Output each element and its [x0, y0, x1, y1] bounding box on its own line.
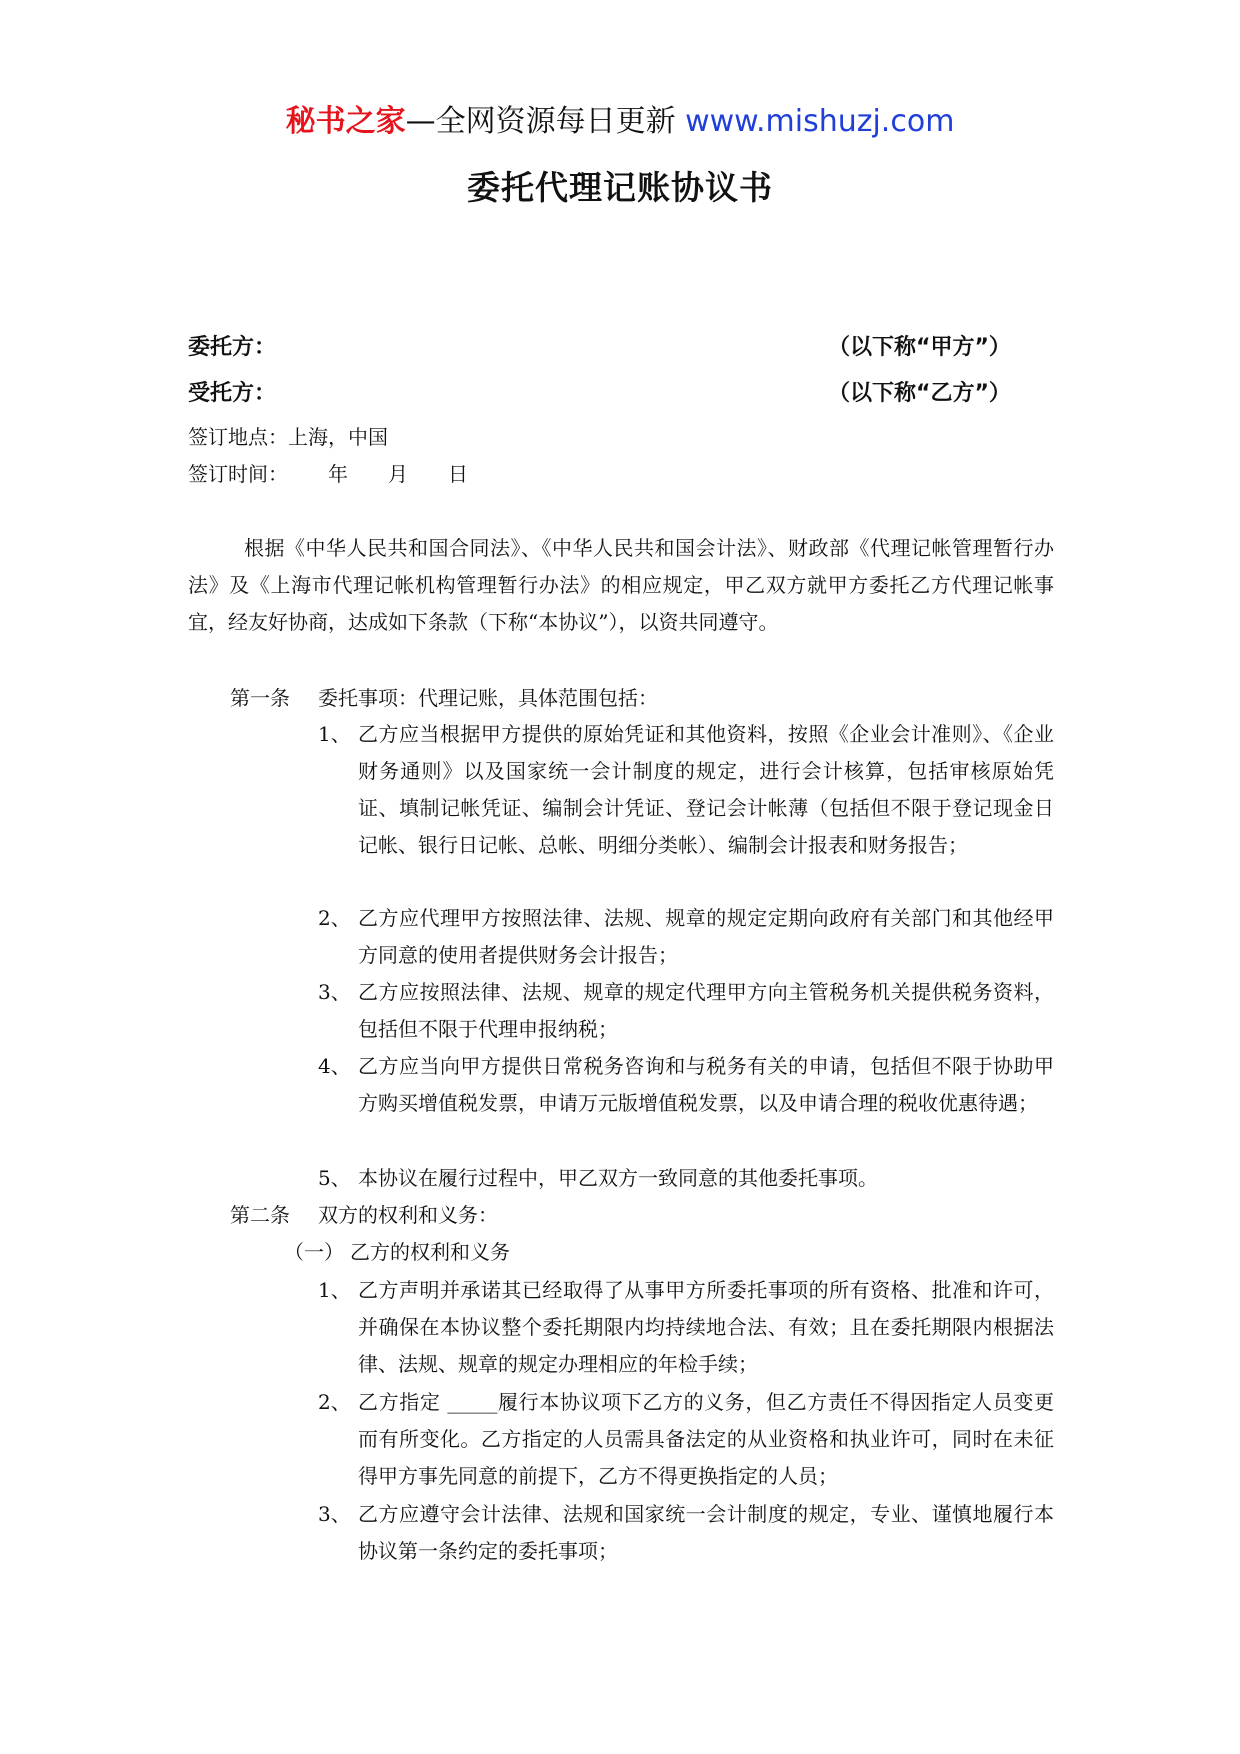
signing-day-label: 日: [448, 462, 468, 486]
article-1-item-2: [318, 900, 1054, 974]
clause-text: 乙方声明并承诺其已经取得了从事甲方所委托事项的所有资格、批准和许可，并确保在本协议整个委托期限内均持续地合法、有效；且在委托期限内根据法律、法规、规章的规定办理相应的年检手续；: [358, 1278, 1054, 1376]
clause-number: 3、: [318, 980, 351, 1004]
section-number: （一）: [284, 1240, 344, 1264]
article-2-item-3: [318, 1496, 1054, 1570]
article-1-heading: [230, 681, 658, 715]
signing-place-label: 签订地点：: [188, 425, 288, 449]
site-banner: [0, 102, 1240, 142]
article-1-item-5: [318, 1160, 1054, 1197]
agent-label: 受托方：: [188, 381, 277, 406]
clause-number: 3、: [318, 1502, 351, 1526]
document-title: 委托代理记账协议书: [467, 168, 773, 207]
site-brand: 秘书之家: [285, 104, 406, 139]
article-2-heading: [230, 1198, 498, 1232]
article-1-item-1: [318, 716, 1054, 864]
clause-number: 4、: [318, 1054, 351, 1078]
article-1-number: 第一条: [230, 686, 290, 710]
signing-year-label: 年: [328, 462, 348, 486]
article-1-item-4: [318, 1048, 1054, 1122]
clause-text: 乙方应遵守会计法律、法规和国家统一会计制度的规定，专业、谨慎地履行本协议第一条约定的委托事项；: [358, 1502, 1054, 1563]
site-url[interactable]: www.mishuzj.com: [675, 104, 955, 139]
signing-time-label: 签订时间：: [188, 462, 288, 486]
clause-text: 乙方应代理甲方按照法律、法规、规章的规定定期向政府有关部门和其他经甲方同意的使用者提供财务会计报告；: [358, 906, 1054, 967]
article-2-section-heading: [284, 1235, 510, 1269]
principal-label: 委托方：: [188, 335, 277, 360]
signing-place-value: 上海，中国: [288, 425, 388, 449]
clause-text: 乙方应当根据甲方提供的原始凭证和其他资料，按照《企业会计准则》、《企业财务通则》以及国家统一会计制度的规定，进行会计核算，包括审核原始凭证、填制记帐凭证、编制会计凭证、登记会计帐薄（包括但不限于登记现金日记帐、银行日记帐、总帐、明细分类帐）、编制会计报表和财务报告；: [358, 722, 1054, 857]
article-2-title: 双方的权利和义务：: [318, 1203, 498, 1227]
article-2-item-1: [318, 1272, 1054, 1383]
clause-text: 本协议在履行过程中，甲乙双方一致同意的其他委托事项。: [358, 1166, 878, 1190]
principal-party-line: [188, 330, 1038, 366]
signing-place-line: [188, 420, 388, 454]
clause-text: 乙方应当向甲方提供日常税务咨询和与税务有关的申请，包括但不限于协助甲方购买增值税发票，申请万元版增值税发票，以及申请合理的税收优惠待遇；: [358, 1054, 1054, 1115]
signing-month-label: 月: [388, 462, 408, 486]
article-1-title: 委托事项：代理记账，具体范围包括：: [318, 686, 658, 710]
agent-alias: （以下称“乙方”）: [828, 381, 1011, 406]
clause-text: 乙方应按照法律、法规、规章的规定代理甲方向主管税务机关提供税务资料，包括但不限于代理申报纳税；: [358, 980, 1054, 1041]
article-2-item-2: [318, 1384, 1054, 1495]
clause-number: 1、: [318, 1278, 351, 1302]
clause-number: 2、: [318, 1390, 351, 1414]
section-title: 乙方的权利和义务: [350, 1240, 510, 1264]
article-2-number: 第二条: [230, 1203, 290, 1227]
clause-number: 2、: [318, 906, 351, 930]
clause-text: 乙方指定 _____履行本协议项下乙方的义务，但乙方责任不得因指定人员变更而有所变化。乙方指定的人员需具备法定的从业资格和执业许可，同时在未征得甲方事先同意的前提下，乙方不得更换指定的人员；: [358, 1390, 1054, 1488]
principal-alias: （以下称“甲方”）: [828, 335, 1011, 360]
preamble-paragraph: 根据《中华人民共和国合同法》、《中华人民共和国会计法》、财政部《代理记帐管理暂行办法》及《上海市代理记帐机构管理暂行办法》的相应规定，甲乙双方就甲方委托乙方代理记帐事宜，经友好协商，达成如下条款（下称“本协议”），以资共同遵守。: [188, 536, 1054, 634]
signing-time-line: [188, 457, 468, 491]
clause-number: 5、: [318, 1166, 351, 1190]
site-slogan: —全网资源每日更新: [405, 104, 676, 139]
clause-number: 1、: [318, 722, 351, 746]
agent-party-line: [188, 376, 1038, 412]
article-1-item-3: [318, 974, 1054, 1048]
